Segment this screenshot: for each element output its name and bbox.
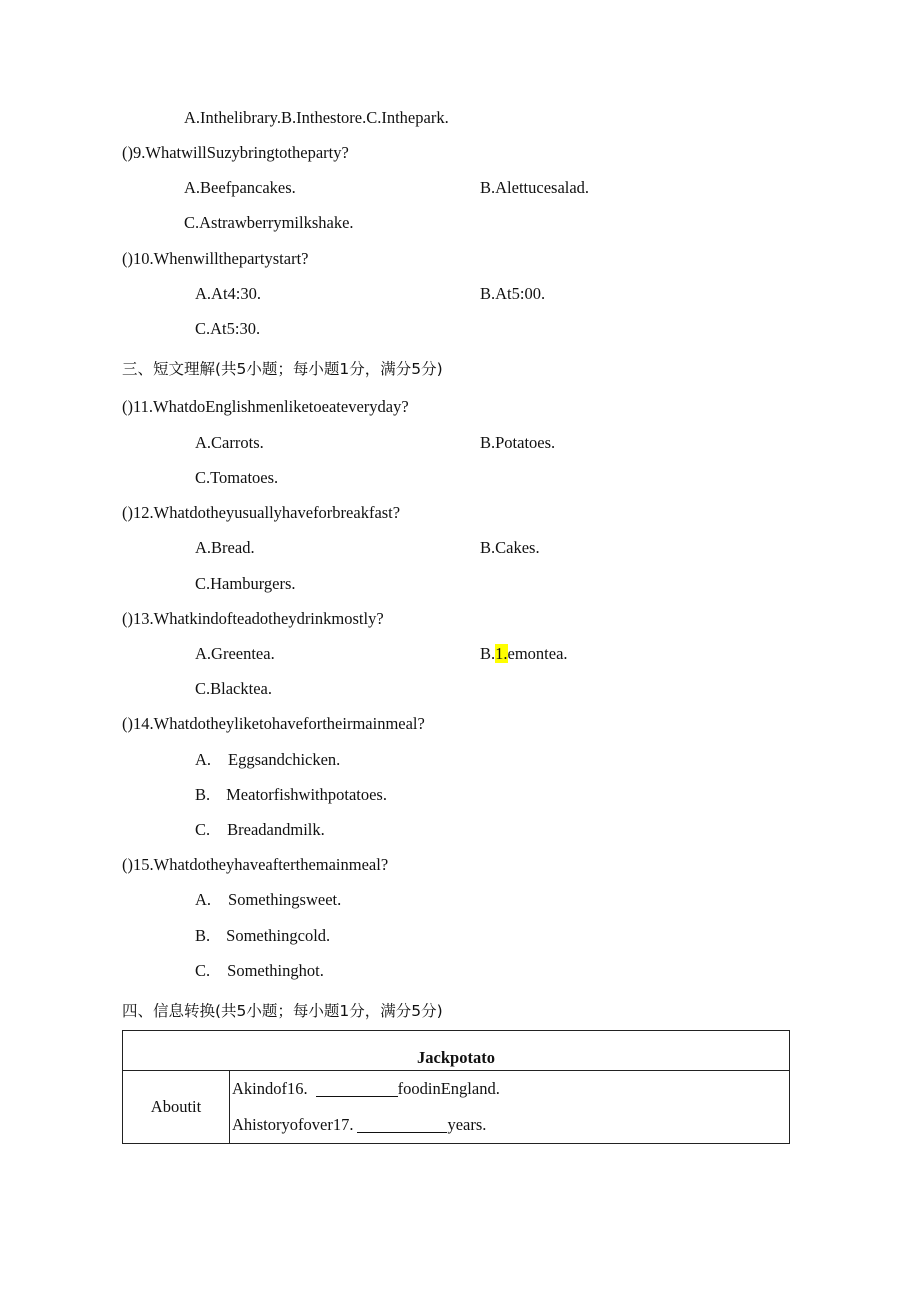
q13-option-c: C.Blacktea.	[195, 679, 272, 698]
table-line-17	[230, 1107, 789, 1143]
q14-stem: ()14.Whatdotheyliketohavefortheirmainmeal?	[122, 714, 425, 733]
q14-option-c-letter: C.	[195, 820, 211, 839]
q13-stem: ()13.Whatkindofteadotheydrinkmostly?	[122, 609, 384, 628]
q14-option-c-text: Breadandmilk.	[227, 820, 325, 839]
q13-option-a: A.Greentea.	[195, 644, 275, 663]
q15-option-a	[195, 890, 341, 910]
line16-prefix: Akindof16.	[232, 1079, 308, 1098]
q10-stem: ()10.Whenwillthepartystart?	[122, 249, 309, 268]
q12-option-a: A.Bread.	[195, 538, 255, 557]
q8-option-a: A.Inthelibrary.	[184, 108, 281, 127]
blank-16[interactable]	[316, 1081, 398, 1097]
q9-option-b: B.Alettucesalad.	[480, 178, 590, 197]
q8-option-c: C.Inthepark.	[366, 108, 449, 127]
table-row-label: Aboutit	[123, 1071, 230, 1144]
q14-option-a	[195, 750, 340, 770]
q9-option-a: A.Beefpancakes.	[184, 178, 296, 197]
q14-option-a-text: Eggsandchicken.	[228, 750, 341, 769]
q13-option-b-rest: emontea.	[507, 644, 568, 663]
q10-option-b: B.At5:00.	[480, 284, 546, 303]
q15-option-b	[195, 926, 330, 946]
q11-option-c: C.Tomatoes.	[195, 468, 279, 487]
section3-heading: 三、短文理解(共5小题；每小题1分，满分5分)	[122, 360, 443, 378]
q13-option-b-highlight: 1.	[495, 644, 508, 663]
q14-option-a-letter: A.	[195, 750, 212, 769]
q15-option-b-text: Somethingcold.	[226, 926, 331, 945]
table-row-content	[230, 1071, 790, 1144]
q11-option-a: A.Carrots.	[195, 433, 264, 452]
q14-option-b	[195, 785, 387, 805]
q9-option-c: C.Astrawberrymilkshake.	[184, 213, 354, 232]
q10-option-a: A.At4:30.	[195, 284, 261, 303]
q12-option-b: B.Cakes.	[480, 538, 540, 557]
line17-suffix: years.	[447, 1115, 487, 1134]
q15-option-a-letter: A.	[195, 890, 212, 909]
q14-option-b-text: Meatorfishwithpotatoes.	[226, 785, 387, 804]
q15-stem: ()15.Whatdotheyhaveafterthemainmeal?	[122, 855, 389, 874]
table-line-16	[230, 1071, 789, 1107]
blank-17[interactable]	[357, 1117, 447, 1133]
info-table	[122, 1030, 790, 1144]
table-title-row	[123, 1031, 790, 1071]
q15-option-a-text: Somethingsweet.	[228, 890, 342, 909]
q10-option-c: C.At5:30.	[195, 319, 261, 338]
q15-option-c-text: Somethinghot.	[227, 961, 324, 980]
q13-option-b-prefix: B.	[480, 644, 496, 663]
q13-option-b	[480, 644, 568, 664]
q9-stem: ()9.WhatwillSuzybringtotheparty?	[122, 143, 349, 162]
q14-option-b-letter: B.	[195, 785, 211, 804]
table-title: Jackpotato	[123, 1031, 790, 1071]
q12-stem: ()12.Whatdotheyusuallyhaveforbreakfast?	[122, 503, 401, 522]
section4-heading: 四、信息转换(共5小题；每小题1分，满分5分)	[122, 1002, 443, 1020]
q15-option-c-letter: C.	[195, 961, 211, 980]
q12-option-c: C.Hamburgers.	[195, 574, 296, 593]
q11-stem: ()11.WhatdoEnglishmenliketoeateveryday?	[122, 397, 409, 416]
q14-option-c	[195, 820, 325, 840]
q15-option-c	[195, 961, 324, 981]
line16-suffix: foodinEngland.	[397, 1079, 500, 1098]
q11-option-b: B.Potatoes.	[480, 433, 556, 452]
table-row	[123, 1071, 790, 1144]
line17-prefix: Ahistoryofover17.	[232, 1115, 354, 1134]
q8-options	[184, 108, 449, 128]
q8-option-b: B.Inthestore.	[280, 108, 367, 127]
q15-option-b-letter: B.	[195, 926, 211, 945]
